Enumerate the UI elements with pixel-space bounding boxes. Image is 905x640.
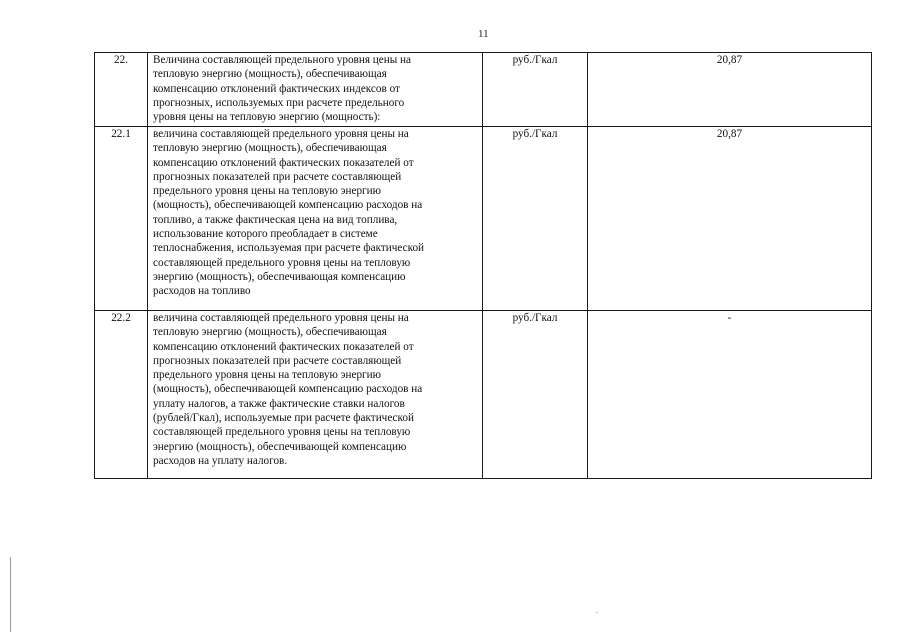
row-value: 20,87 (588, 127, 872, 311)
row-description: величина составляющей предельного уровня цены на тепловую энергию (мощность), обеспечивающая компенсацию отклонений фактических показателей от прогнозных показателей при расчете составляющей предельного уровня цены на тепловую энергию (мощность), обеспечивающей компенсацию расходов на топливо, а также фактическая цена на вид топлива, использование которого преобладает в системе теплоснабжения, используемая при расчете фактической составляющей предельного уровня цены на тепловую энергию (мощность), обеспечивающая компенсацию расходов на топливо (148, 127, 483, 311)
row-unit: руб./Гкал (483, 53, 588, 127)
row-number: 22.1 (95, 127, 148, 311)
table-row (95, 53, 872, 127)
row-description: величина составляющей предельного уровня цены на тепловую энергию (мощность), обеспечивающая компенсацию отклонений фактических показателей от прогнозных показателей при расчете составляющей предельного уровня цены на тепловую энергию (мощность), обеспечивающей компенсацию расходов на уплату налогов, а также фактические ставки налогов (рублей/Гкал), используемые при расчете фактической составляющей предельного уровня цены на тепловую энергию (мощность), обеспечивающей компенсацию расходов на уплату налогов. (148, 311, 483, 479)
row-unit: руб./Гкал (483, 311, 588, 479)
scan-margin-mark (10, 557, 11, 632)
table-row (95, 311, 872, 479)
row-number: 22.2 (95, 311, 148, 479)
row-description: Величина составляющей предельного уровня цены на тепловую энергию (мощность), обеспечивающая компенсацию отклонений фактических индексов от прогнозных, используемых при расчете предельного уровня цены на тепловую энергию (мощность): (148, 53, 483, 127)
row-value: - (588, 311, 872, 479)
row-value: 20,87 (588, 53, 872, 127)
tariff-table (94, 52, 872, 479)
row-unit: руб./Гкал (483, 127, 588, 311)
page-number: 11 (478, 28, 489, 40)
table-row (95, 127, 872, 311)
row-number: 22. (95, 53, 148, 127)
scan-speck (596, 612, 598, 613)
